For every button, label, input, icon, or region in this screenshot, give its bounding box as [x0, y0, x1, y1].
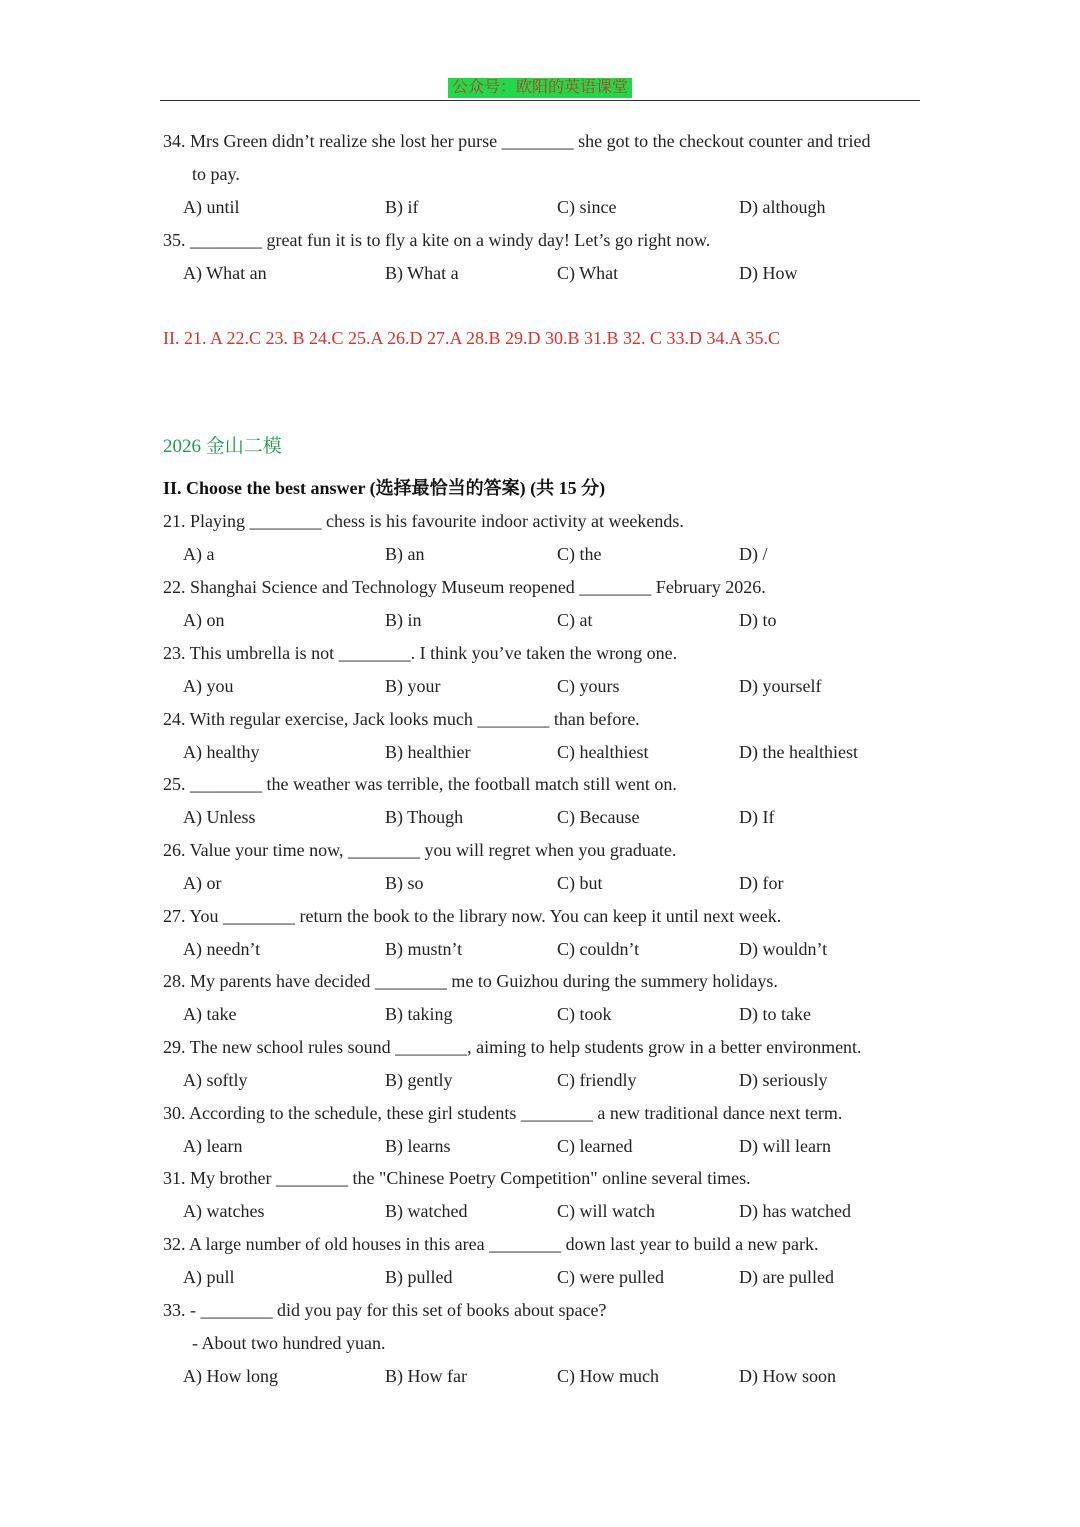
- option-c: C) friendly: [557, 1070, 637, 1090]
- option-b: B) pulled: [385, 1267, 453, 1287]
- option-b: B) gently: [385, 1070, 453, 1090]
- option-c: C) took: [557, 1004, 612, 1024]
- question-stem: 31. My brother ________ the "Chinese Poetry Competition" online several times.: [163, 1168, 751, 1188]
- option-b: B) if: [385, 197, 419, 217]
- option-d: D) the healthiest: [739, 742, 858, 762]
- page-header: [0, 78, 1080, 98]
- option-c: C) How much: [557, 1366, 659, 1386]
- question-stem: 35. ________ great fun it is to fly a kite on a windy day! Let’s go right now.: [163, 230, 711, 250]
- option-a: A) needn’t: [183, 939, 261, 959]
- question-stem: 29. The new school rules sound ________, aiming to help students grow in a better environment.: [163, 1037, 862, 1057]
- option-b: B) How far: [385, 1366, 467, 1386]
- option-a: A) or: [183, 873, 222, 893]
- option-c: C) the: [557, 544, 602, 564]
- option-c: C) Because: [557, 807, 640, 827]
- question-stem: 30. According to the schedule, these girl students ________ a new traditional dance next term.: [163, 1103, 843, 1123]
- option-c: C) were pulled: [557, 1267, 664, 1287]
- question-stem: 22. Shanghai Science and Technology Museum reopened ________ February 2026.: [163, 577, 766, 597]
- option-a: A) you: [183, 676, 234, 696]
- option-c: C) What: [557, 263, 619, 283]
- question-stem: 24. With regular exercise, Jack looks much ________ than before.: [163, 709, 640, 729]
- header-watermark-label: 公众号：欧阳的英语课堂: [448, 78, 632, 98]
- option-d: D) although: [739, 197, 826, 217]
- option-b: B) so: [385, 873, 424, 893]
- option-b: B) an: [385, 544, 425, 564]
- option-a: A) How long: [183, 1366, 278, 1386]
- question-stem: 26. Value your time now, ________ you will regret when you graduate.: [163, 840, 677, 860]
- option-b: B) Though: [385, 807, 464, 827]
- exam-title: 2026 金山二模: [163, 436, 282, 457]
- option-d: D) will learn: [739, 1136, 831, 1156]
- option-d: D) has watched: [739, 1201, 851, 1221]
- option-d: D) for: [739, 873, 784, 893]
- option-d: D) to: [739, 610, 777, 630]
- option-a: A) until: [183, 197, 240, 217]
- option-a: A) learn: [183, 1136, 243, 1156]
- question-stem: 23. This umbrella is not ________. I think you’ve taken the wrong one.: [163, 643, 678, 663]
- option-c: C) healthiest: [557, 742, 649, 762]
- option-c: C) learned: [557, 1136, 633, 1156]
- question-stem: 33. - ________ did you pay for this set of books about space?: [163, 1300, 607, 1320]
- option-b: B) What a: [385, 263, 459, 283]
- option-b: B) in: [385, 610, 422, 630]
- option-d: D) seriously: [739, 1070, 828, 1090]
- option-b: B) taking: [385, 1004, 453, 1024]
- option-c: C) since: [557, 197, 617, 217]
- option-c: C) but: [557, 873, 603, 893]
- question-stem-continuation: - About two hundred yuan.: [192, 1333, 386, 1353]
- answer-key: II. 21. A 22.C 23. B 24.C 25.A 26.D 27.A 28.B 29.D 30.B 31.B 32. C 33.D 34.A 35.C: [163, 328, 781, 348]
- option-b: B) healthier: [385, 742, 471, 762]
- section-heading: II. Choose the best answer (选择最恰当的答案) (共 15 分): [163, 478, 606, 498]
- question-stem-continuation: to pay.: [192, 164, 240, 184]
- option-a: A) Unless: [183, 807, 256, 827]
- option-d: D) How soon: [739, 1366, 836, 1386]
- question-stem: 21. Playing ________ chess is his favourite indoor activity at weekends.: [163, 511, 684, 531]
- option-d: D) If: [739, 807, 775, 827]
- option-a: A) healthy: [183, 742, 260, 762]
- option-b: B) learns: [385, 1136, 451, 1156]
- option-d: D) yourself: [739, 676, 822, 696]
- option-a: A) on: [183, 610, 225, 630]
- option-b: B) your: [385, 676, 441, 696]
- option-a: A) softly: [183, 1070, 248, 1090]
- option-a: A) take: [183, 1004, 237, 1024]
- option-c: C) couldn’t: [557, 939, 640, 959]
- option-d: D) /: [739, 544, 768, 564]
- option-a: A) pull: [183, 1267, 235, 1287]
- option-a: A) a: [183, 544, 215, 564]
- option-c: C) at: [557, 610, 593, 630]
- option-d: D) to take: [739, 1004, 811, 1024]
- option-a: A) What an: [183, 263, 267, 283]
- option-c: C) yours: [557, 676, 620, 696]
- option-d: D) How: [739, 263, 798, 283]
- option-c: C) will watch: [557, 1201, 655, 1221]
- option-d: D) are pulled: [739, 1267, 834, 1287]
- header-rule: [160, 100, 920, 101]
- question-stem: 25. ________ the weather was terrible, the football match still went on.: [163, 774, 677, 794]
- option-a: A) watches: [183, 1201, 265, 1221]
- option-b: B) mustn’t: [385, 939, 463, 959]
- option-d: D) wouldn’t: [739, 939, 828, 959]
- question-stem: 27. You ________ return the book to the library now. You can keep it until next week.: [163, 906, 782, 926]
- question-stem: 28. My parents have decided ________ me to Guizhou during the summery holidays.: [163, 971, 778, 991]
- option-b: B) watched: [385, 1201, 468, 1221]
- question-stem: 34. Mrs Green didn’t realize she lost her purse ________ she got to the checkout counter and tried: [163, 131, 871, 151]
- question-stem: 32. A large number of old houses in this area ________ down last year to build a new park.: [163, 1234, 819, 1254]
